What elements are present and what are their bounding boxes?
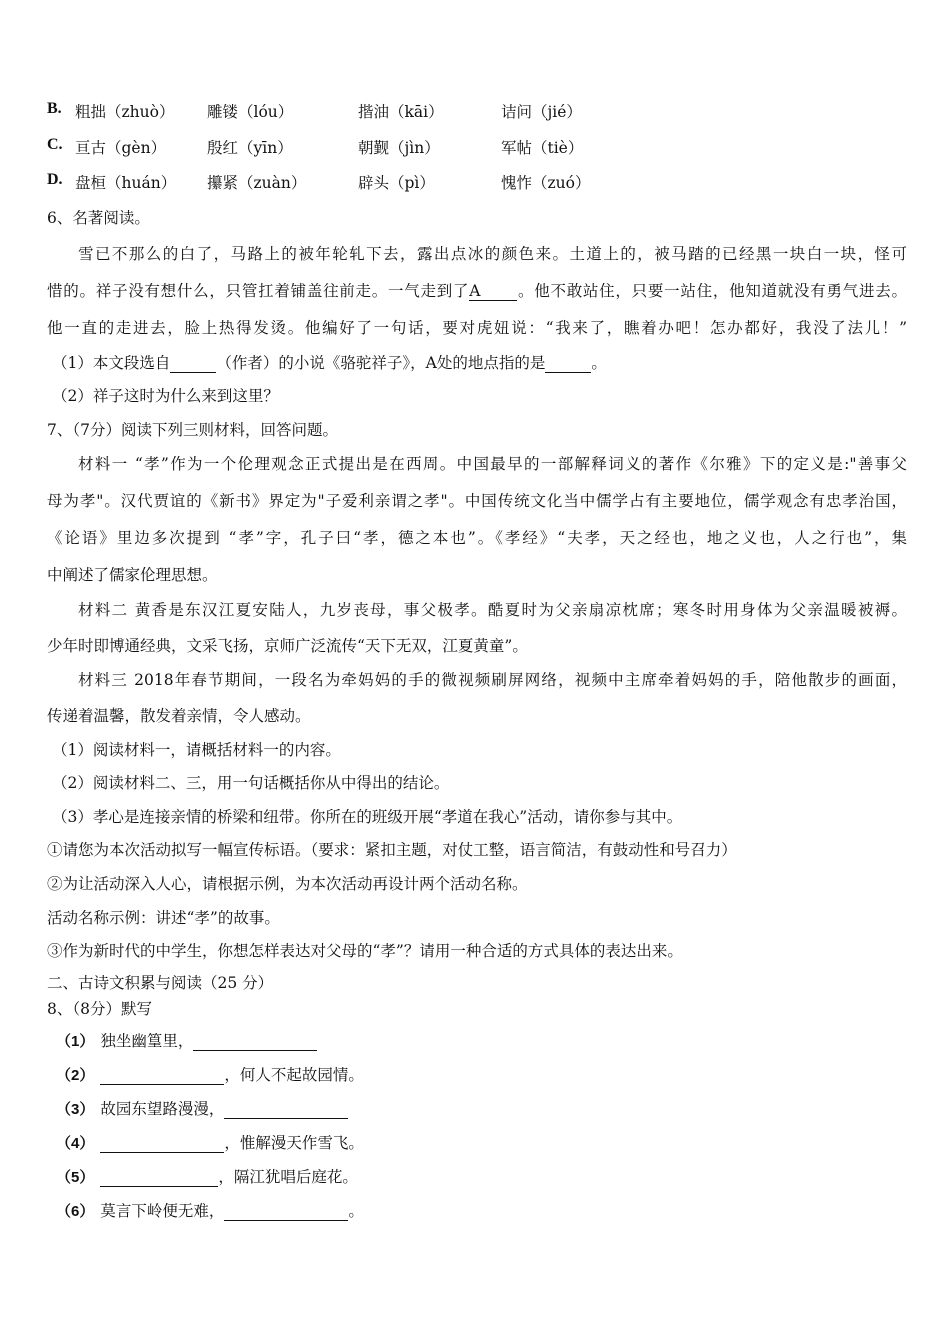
answer-blank <box>170 372 216 373</box>
q6-sub1-text: 。 <box>591 354 607 372</box>
poem-text: ，隔江犹唱后庭花。 <box>218 1168 358 1186</box>
answer-blank <box>100 1084 224 1085</box>
q7-material-3-line-2: 传递着温馨，散发着亲情，令人感动。 <box>47 707 311 725</box>
poem-line-2 <box>56 1063 364 1085</box>
poem-text: ，惟解漫天作雪飞。 <box>224 1134 364 1152</box>
option-item: 亘古（gèn） <box>75 139 167 157</box>
q6-passage-line-2 <box>47 279 907 301</box>
option-item: 攥紧（zuàn） <box>207 174 307 192</box>
poem-line-5 <box>56 1165 358 1187</box>
option-item: 雕镂（lóu） <box>207 103 294 121</box>
poem-text: 故园东望路漫漫， <box>100 1100 225 1118</box>
q7-task-1: ①请您为本次活动拟写一幅宣传标语。（要求：紧扣主题，对仗工整，语言简洁，有鼓动性和号召力） <box>47 841 737 859</box>
item-number: （2） <box>56 1067 95 1084</box>
q6-sub1-text: （1）本文段选自 <box>52 354 171 372</box>
option-item: 诘问（jié） <box>501 103 582 121</box>
answer-blank <box>224 1220 348 1221</box>
q7-task-2-example: 活动名称示例：讲述“孝”的故事。 <box>47 909 280 927</box>
option-item: 愧怍（zuó） <box>501 174 591 192</box>
q6-subquestion-2: （2）祥子这时为什么来到这里？ <box>52 387 279 405</box>
answer-blank <box>100 1152 224 1153</box>
poem-text: 。 <box>348 1202 364 1220</box>
option-item: 军帖（tiè） <box>501 139 584 157</box>
section-2-title: 二、古诗文积累与阅读（25 分） <box>47 974 274 992</box>
answer-blank <box>100 1186 218 1187</box>
option-item: 粗拙（zhuò） <box>75 103 175 121</box>
answer-blank <box>193 1050 317 1051</box>
item-number: （4） <box>56 1135 95 1152</box>
poem-line-1 <box>56 1029 317 1051</box>
q6-passage-text: 。他不敢站住，只要一站住，他知道就没有勇气进去。 <box>517 282 907 300</box>
item-number: （1） <box>56 1033 95 1050</box>
q7-material-3-line-1: 材料三 2018年春节期间，一段名为牵妈妈的手的微视频刷屏网络，视频中主席牵着妈妈的手，陪他散步的画面， <box>78 671 907 689</box>
option-letter: D. <box>47 171 63 188</box>
q7-subquestion-1: （1）阅读材料一，请概括材料一的内容。 <box>52 741 341 759</box>
q7-material-1-line-2: 母为孝"。汉代贾谊的《新书》界定为"子爱利亲谓之孝"。中国传统文化当中儒学占有主要地位，儒学观念有忠孝治国， <box>47 492 907 510</box>
item-number: （6） <box>56 1203 95 1220</box>
q6-blank-a: A <box>469 282 517 301</box>
answer-blank <box>224 1118 348 1119</box>
q6-passage-line-1: 雪已不那么的白了，马路上的被年轮轧下去，露出点冰的颜色来。土道上的，被马踏的已经黑一块白一块，怪可 <box>78 245 907 263</box>
poem-line-6 <box>56 1199 364 1221</box>
q6-subquestion-1 <box>52 351 607 373</box>
answer-blank <box>545 372 591 373</box>
q8-title: 8、（8分）默写 <box>47 1000 152 1018</box>
option-item: 揩油（kāi） <box>358 103 444 121</box>
poem-line-3 <box>56 1097 348 1119</box>
q7-material-1-line-1: 材料一 “孝”作为一个伦理观念正式提出是在西周。中国最早的一部解释词义的著作《尔雅》下的定义是:"善事父 <box>78 455 907 473</box>
poem-text: 莫言下岭便无难， <box>100 1202 225 1220</box>
q7-subquestion-3: （3）孝心是连接亲情的桥梁和纽带。你所在的班级开展“孝道在我心”活动，请你参与其中。 <box>52 808 683 826</box>
option-letter: B. <box>47 100 62 117</box>
option-item: 辟头（pì） <box>358 174 435 192</box>
q7-task-2: ②为让活动深入人心，请根据示例，为本次活动再设计两个活动名称。 <box>47 875 528 893</box>
q7-subquestion-2: （2）阅读材料二、三，用一句话概括你从中得出的结论。 <box>52 774 450 792</box>
option-item: 殷红（yīn） <box>207 139 293 157</box>
q7-task-3: ③作为新时代的中学生，你想怎样表达对父母的“孝”？请用一种合适的方式具体的表达出来。 <box>47 942 683 960</box>
item-number: （3） <box>56 1101 95 1118</box>
q7-material-2-line-2: 少年时即博通经典，文采飞扬，京师广泛流传“天下无双，江夏黄童”。 <box>47 637 528 655</box>
q6-title: 6、名著阅读。 <box>47 209 150 227</box>
q7-title: 7、（7分）阅读下列三则材料，回答问题。 <box>47 421 338 439</box>
q7-material-1-line-3: 《论语》里边多次提到 “孝”字，孔子曰“孝，德之本也”。《孝经》“夫孝，天之经也，地之义也，人之行也”，集 <box>47 529 907 547</box>
q7-material-2-line-1: 材料二 黄香是东汉江夏安陆人，九岁丧母，事父极孝。酷夏时为父亲扇凉枕席；寒冬时用身体为父亲温暖被褥。 <box>78 601 907 619</box>
option-item: 盘桓（huán） <box>75 174 177 192</box>
option-letter: C. <box>47 136 63 153</box>
poem-text: 独坐幽篁里， <box>100 1032 194 1050</box>
q6-sub1-text: （作者）的小说《骆驼祥子》，A处的地点指的是 <box>216 354 546 372</box>
poem-line-4 <box>56 1131 364 1153</box>
q6-passage-line-3: 他一直的走进去，脸上热得发烫。他编好了一句话，要对虎妞说：“我来了，瞧着办吧！怎办都好，我没了法儿！” <box>47 319 907 337</box>
option-item: 朝觐（jìn） <box>358 139 440 157</box>
q6-passage-text: 惜的。祥子没有想什么，只管扛着铺盖往前走。一气走到了 <box>47 282 470 300</box>
q7-material-1-line-4: 中阐述了儒家伦理思想。 <box>47 566 218 584</box>
item-number: （5） <box>56 1169 95 1186</box>
poem-text: ，何人不起故园情。 <box>224 1066 364 1084</box>
